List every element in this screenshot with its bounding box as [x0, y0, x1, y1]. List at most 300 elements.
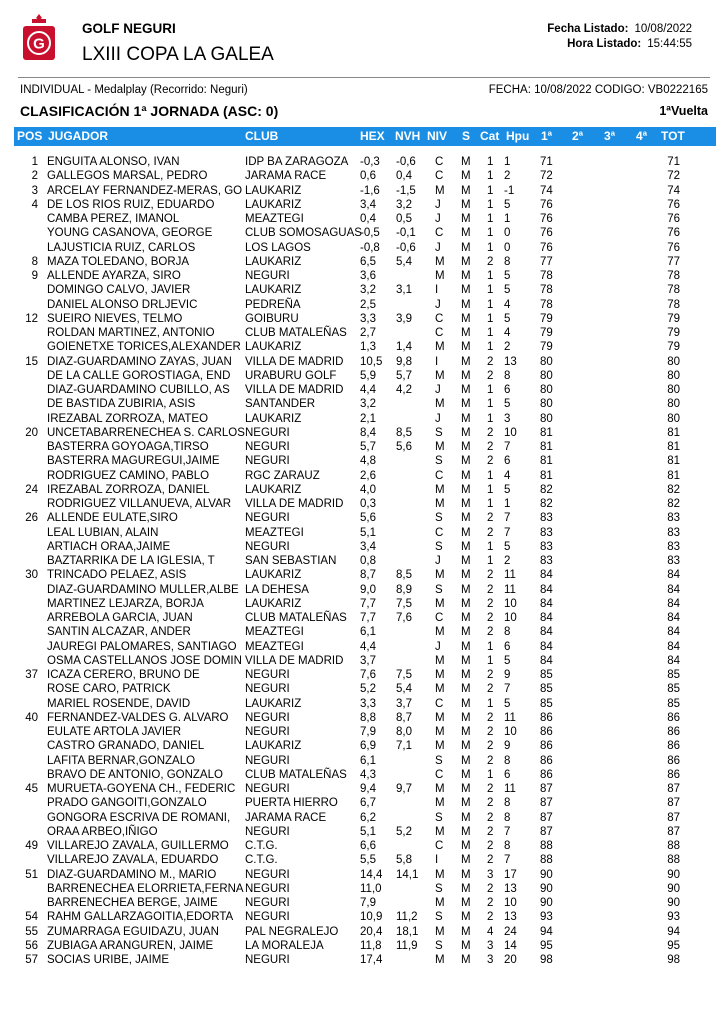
cell-pos: 45 [25, 783, 38, 795]
cell-sex: M [461, 897, 471, 909]
cell-pos: 26 [25, 512, 38, 525]
cell-cat: 3 [487, 954, 494, 966]
col-header-hpu: Hpu [506, 129, 530, 143]
cell-hex: 3,7 [360, 654, 376, 667]
cell-hex: 20,4 [360, 925, 383, 938]
cell-total: 81 [667, 426, 680, 439]
cell-cat: 2 [487, 754, 494, 767]
table-row [0, 255, 728, 269]
cell-cat: 1 [487, 298, 494, 311]
cell-round1: 87 [540, 783, 553, 795]
cell-player-name: GOIENETXE TORICES,ALEXANDER [47, 341, 241, 354]
cell-player-name: OSMA CASTELLANOS JOSE DOMIN [47, 654, 242, 667]
cell-total: 82 [667, 483, 680, 496]
cell-niv: J [435, 640, 441, 653]
cell-pos: 8 [31, 255, 38, 268]
table-row [0, 226, 728, 240]
cell-total: 85 [667, 697, 680, 710]
cell-sex: M [461, 854, 471, 867]
cell-pos: 2 [31, 170, 38, 183]
cell-hpu: 8 [504, 255, 511, 268]
cell-player-name: DIAZ-GUARDAMINO MULLER,ALBE [47, 583, 239, 596]
cell-sex: M [461, 868, 471, 881]
table-row [0, 853, 728, 867]
cell-hex: 3,4 [360, 540, 376, 553]
cell-sex: M [461, 911, 471, 924]
cell-sex: M [461, 213, 471, 225]
cell-club: SANTANDER [245, 398, 316, 411]
cell-total: 81 [667, 469, 680, 482]
cell-cat: 1 [487, 156, 494, 168]
cell-total: 83 [667, 540, 680, 553]
cell-cat: 1 [487, 412, 494, 425]
cell-club: SAN SEBASTIAN [245, 555, 337, 567]
cell-sex: M [461, 156, 471, 168]
cell-total: 84 [667, 597, 680, 610]
cell-round1: 83 [540, 555, 553, 567]
cell-club: NEGURI [245, 868, 290, 881]
cell-nvh: 7,6 [396, 612, 412, 624]
cell-pos: 40 [25, 711, 38, 724]
listing-meta [547, 22, 692, 52]
cell-total: 79 [667, 327, 680, 339]
cell-cat: 1 [487, 241, 494, 254]
cell-player-name: DANIEL ALONSO DRLJEVIC [47, 298, 198, 311]
cell-total: 87 [667, 797, 680, 810]
cell-player-name: ZUBIAGA ARANGUREN, JAIME [47, 939, 214, 952]
cell-player-name: DE LOS RIOS RUIZ, EDUARDO [47, 198, 215, 211]
cell-sex: M [461, 640, 471, 653]
cell-pos: 12 [25, 312, 38, 325]
cell-total: 80 [667, 398, 680, 411]
col-header-pos: POS [17, 129, 43, 143]
cell-sex: M [461, 569, 471, 582]
cell-niv: S [435, 426, 443, 439]
table-row [0, 383, 728, 397]
cell-nvh: 11,2 [396, 911, 418, 924]
cell-hpu: 8 [504, 369, 511, 382]
col-header-club: CLUB [245, 129, 279, 143]
cell-hex: 2,6 [360, 469, 376, 482]
cell-cat: 3 [487, 939, 494, 952]
table-row [0, 668, 728, 682]
cell-hex: 4,8 [360, 455, 376, 468]
cell-round1: 84 [540, 597, 553, 610]
cell-hpu: 2 [504, 341, 511, 354]
cell-nvh: 0,4 [396, 170, 412, 183]
cell-total: 76 [667, 198, 680, 211]
cell-club: CLUB SOMOSAGUAS [245, 227, 362, 240]
cell-cat: 1 [487, 227, 494, 240]
cell-sex: M [461, 312, 471, 325]
cell-niv: J [435, 412, 441, 425]
cell-cat: 1 [487, 483, 494, 496]
cell-round1: 86 [540, 754, 553, 767]
cell-player-name: MAZA TOLEDANO, BORJA [47, 255, 190, 268]
table-row [0, 554, 728, 568]
cell-nvh: 4,2 [396, 384, 412, 396]
cell-hex: 2,7 [360, 327, 376, 339]
cell-niv: M [435, 868, 445, 881]
cell-total: 87 [667, 783, 680, 795]
cell-niv: S [435, 882, 443, 895]
cell-niv: C [435, 526, 444, 539]
cell-sex: M [461, 498, 471, 510]
cell-hex: 10,5 [360, 355, 383, 368]
cell-niv: S [435, 455, 443, 468]
cell-nvh: 7,5 [396, 597, 412, 610]
cell-hpu: 10 [504, 426, 517, 439]
cell-niv: I [435, 355, 439, 368]
cell-hex: 4,4 [360, 640, 376, 653]
cell-pos: 30 [25, 569, 38, 582]
cell-total: 80 [667, 412, 680, 425]
cell-round1: 80 [540, 369, 553, 382]
competition-date-code: FECHA: 10/08/2022 CODIGO: VB0222165 [488, 84, 708, 96]
cell-cat: 1 [487, 284, 494, 297]
cell-hex: -1,6 [360, 184, 380, 197]
cell-total: 84 [667, 569, 680, 582]
cell-total: 72 [667, 170, 680, 183]
table-row [0, 198, 728, 212]
cell-hpu: 1 [504, 156, 511, 168]
table-row [0, 896, 728, 910]
cell-player-name: PRADO GANGOITI,GONZALO [47, 797, 207, 810]
cell-sex: M [461, 768, 471, 781]
cell-round1: 90 [540, 868, 553, 881]
cell-cat: 2 [487, 441, 494, 453]
cell-nvh: 3,1 [396, 284, 412, 297]
cell-cat: 2 [487, 669, 494, 681]
cell-round1: 84 [540, 640, 553, 653]
cell-player-name: CASTRO GRANADO, DANIEL [47, 740, 205, 753]
cell-total: 83 [667, 512, 680, 525]
cell-sex: M [461, 626, 471, 639]
cell-player-name: BARRENECHEA ELORRIETA,FERNA [47, 882, 244, 895]
cell-sex: M [461, 683, 471, 696]
table-header [14, 127, 716, 146]
cell-nvh: 11,9 [396, 939, 418, 952]
cell-cat: 2 [487, 526, 494, 539]
table-row [0, 882, 728, 896]
cell-total: 81 [667, 455, 680, 468]
cell-sex: M [461, 284, 471, 297]
cell-club: MEAZTEGI [245, 526, 304, 539]
table-row [0, 725, 728, 739]
cell-niv: C [435, 170, 444, 183]
cell-sex: M [461, 384, 471, 396]
cell-total: 78 [667, 270, 680, 282]
cell-club: LAUKARIZ [245, 198, 302, 211]
cell-hex: 2,5 [360, 298, 376, 311]
cell-club: PUERTA HIERRO [245, 797, 338, 810]
cell-niv: M [435, 711, 445, 724]
cell-niv: C [435, 327, 444, 339]
cell-hex: 0,6 [360, 170, 376, 183]
cell-club: GOIBURU [245, 312, 299, 325]
cell-cat: 2 [487, 455, 494, 468]
cell-sex: M [461, 227, 471, 240]
cell-player-name: LEAL LUBIAN, ALAIN [47, 526, 159, 539]
cell-sex: M [461, 754, 471, 767]
col-header-round3: 3ª [604, 129, 616, 143]
cell-cat: 1 [487, 170, 494, 183]
cell-round1: 80 [540, 398, 553, 411]
cell-cat: 1 [487, 640, 494, 653]
cell-player-name: RAHM GALLARZAGOITIA,EDORTA [47, 911, 234, 924]
cell-hpu: 5 [504, 270, 511, 282]
cell-player-name: SANTIN ALCAZAR, ANDER [47, 626, 191, 639]
cell-pos: 57 [25, 954, 38, 966]
cell-club: C.T.G. [245, 854, 278, 867]
table-row [0, 682, 728, 696]
cell-club: URABURU GOLF [245, 369, 337, 382]
cell-round1: 79 [540, 341, 553, 354]
cell-hpu: 7 [504, 854, 511, 867]
cell-total: 80 [667, 384, 680, 396]
cell-hex: 5,1 [360, 825, 376, 838]
cell-player-name: DIAZ-GUARDAMINO CUBILLO, AS [47, 384, 230, 396]
cell-hpu: 13 [504, 355, 517, 368]
cell-hpu: 11 [504, 711, 516, 724]
cell-player-name: DIAZ-GUARDAMINO ZAYAS, JUAN [47, 355, 232, 368]
cell-hpu: 10 [504, 612, 517, 624]
cell-sex: M [461, 797, 471, 810]
cell-hex: 3,4 [360, 198, 376, 211]
cell-hpu: 8 [504, 840, 511, 852]
cell-club: NEGURI [245, 954, 290, 966]
cell-niv: I [435, 854, 439, 867]
cell-hex: 6,7 [360, 797, 376, 810]
cell-club: NEGURI [245, 683, 290, 696]
cell-niv: M [435, 897, 445, 909]
cell-club: LAUKARIZ [245, 341, 302, 354]
results-table [0, 155, 728, 967]
cell-sex: M [461, 697, 471, 710]
cell-player-name: YOUNG CASANOVA, GEORGE [47, 227, 213, 240]
hora-listado-value: 15:44:55 [647, 38, 692, 50]
cell-hpu: 0 [504, 241, 511, 254]
cell-cat: 4 [487, 925, 494, 938]
cell-round1: 76 [540, 227, 553, 240]
cell-player-name: GALLEGOS MARSAL, PEDRO [47, 170, 208, 183]
col-header-nvh: NVH [395, 129, 421, 143]
cell-nvh: 8,5 [396, 569, 412, 582]
cell-total: 83 [667, 526, 680, 539]
cell-cat: 2 [487, 854, 494, 867]
cell-club: NEGURI [245, 441, 290, 453]
cell-niv: M [435, 740, 445, 753]
cell-hpu: 9 [504, 740, 511, 753]
cell-niv: C [435, 840, 444, 852]
cell-total: 93 [667, 911, 680, 924]
cell-player-name: ZUMARRAGA EGUIDAZU, JUAN [47, 925, 219, 938]
cell-cat: 1 [487, 270, 494, 282]
cell-round1: 76 [540, 241, 553, 254]
cell-hpu: 9 [504, 669, 511, 681]
cell-club: LAUKARIZ [245, 697, 302, 710]
cell-total: 76 [667, 241, 680, 254]
cell-total: 86 [667, 754, 680, 767]
col-header-cat: Cat [480, 129, 500, 143]
cell-hex: 8,7 [360, 569, 376, 582]
cell-round1: 80 [540, 384, 553, 396]
cell-niv: S [435, 911, 443, 924]
cell-cat: 2 [487, 369, 494, 382]
cell-club: VILLA DE MADRID [245, 498, 344, 510]
cell-hpu: 1 [504, 213, 511, 225]
cell-hpu: 3 [504, 412, 511, 425]
cell-round1: 81 [540, 455, 553, 468]
cell-player-name: JAUREGI PALOMARES, SANTIAGO [47, 640, 237, 653]
cell-cat: 2 [487, 911, 494, 924]
logo-letter: G [33, 35, 45, 53]
cell-pos: 51 [25, 868, 38, 881]
cell-pos: 49 [25, 840, 38, 852]
cell-sex: M [461, 412, 471, 425]
cell-hex: 6,5 [360, 255, 376, 268]
cell-hex: 1,3 [360, 341, 376, 354]
section-title: CLASIFICACIÓN 1ª JORNADA (ASC: 0) [20, 103, 279, 119]
cell-sex: M [461, 939, 471, 952]
cell-hex: 3,3 [360, 312, 376, 325]
cell-pos: 56 [25, 939, 38, 952]
cell-round1: 77 [540, 255, 553, 268]
cell-cat: 1 [487, 540, 494, 553]
cell-sex: M [461, 654, 471, 667]
cell-player-name: ROLDAN MARTINEZ, ANTONIO [47, 327, 215, 339]
cell-hpu: 2 [504, 555, 511, 567]
cell-hpu: 5 [504, 483, 511, 496]
cell-club: NEGURI [245, 455, 290, 468]
cell-total: 88 [667, 840, 680, 852]
cell-club: MEAZTEGI [245, 626, 304, 639]
cell-round1: 85 [540, 697, 553, 710]
cell-player-name: MARIEL ROSENDE, DAVID [47, 697, 191, 710]
cell-hex: 7,6 [360, 669, 376, 681]
cell-cat: 1 [487, 198, 494, 211]
cell-cat: 1 [487, 341, 494, 354]
cell-cat: 2 [487, 840, 494, 852]
cell-total: 81 [667, 441, 680, 453]
table-row [0, 241, 728, 255]
cell-round1: 86 [540, 726, 553, 738]
cell-player-name: IREZABAL ZORROZA, DANIEL [47, 483, 210, 496]
cell-club: MEAZTEGI [245, 640, 304, 653]
cell-hpu: 8 [504, 754, 511, 767]
cell-hpu: 7 [504, 441, 511, 453]
col-header-jugador: JUGADOR [48, 129, 109, 143]
cell-hpu: 7 [504, 683, 511, 696]
cell-cat: 2 [487, 583, 494, 596]
cell-niv: J [435, 555, 441, 567]
table-row [0, 269, 728, 283]
cell-player-name: ALLENDE EULATE,SIRO [47, 512, 178, 525]
cell-sex: M [461, 612, 471, 624]
cell-hex: 9,0 [360, 583, 376, 596]
round-label: 1ªVuelta [659, 104, 708, 118]
table-row [0, 469, 728, 483]
cell-hpu: 1 [504, 498, 511, 510]
table-row [0, 625, 728, 639]
cell-cat: 2 [487, 811, 494, 824]
cell-hex: 11,0 [360, 882, 382, 895]
cell-sex: M [461, 925, 471, 938]
cell-total: 83 [667, 555, 680, 567]
cell-total: 95 [667, 939, 680, 952]
table-row [0, 925, 728, 939]
cell-niv: M [435, 954, 445, 966]
table-row [0, 910, 728, 924]
table-row [0, 526, 728, 540]
cell-total: 71 [667, 156, 680, 168]
cell-nvh: 3,9 [396, 312, 412, 325]
cell-player-name: ICAZA CERERO, BRUNO DE [47, 669, 200, 681]
cell-club: VILLA DE MADRID [245, 654, 344, 667]
cell-hex: -0,5 [360, 227, 380, 240]
cell-niv: I [435, 284, 439, 297]
cell-round1: 85 [540, 669, 553, 681]
cell-round1: 84 [540, 612, 553, 624]
cell-player-name: ARTIACH ORAA,JAIME [47, 540, 171, 553]
cell-cat: 1 [487, 654, 494, 667]
cell-player-name: EULATE ARTOLA JAVIER [47, 726, 182, 738]
cell-hpu: 6 [504, 640, 511, 653]
cell-club: LAUKARIZ [245, 483, 302, 496]
cell-hpu: 11 [504, 583, 516, 596]
cell-hpu: 5 [504, 540, 511, 553]
cell-niv: M [435, 626, 445, 639]
cell-club: NEGURI [245, 754, 290, 767]
cell-club: JARAMA RACE [245, 811, 327, 824]
cell-player-name: DE LA CALLE GOROSTIAGA, END [47, 369, 231, 382]
table-row [0, 711, 728, 725]
cell-player-name: TRINCADO PELAEZ, ASIS [47, 569, 187, 582]
cell-hpu: 5 [504, 654, 511, 667]
cell-club: NEGURI [245, 911, 290, 924]
cell-niv: S [435, 811, 443, 824]
cell-round1: 87 [540, 825, 553, 838]
cell-hpu: 5 [504, 284, 511, 297]
cell-club: RGC ZARAUZ [245, 469, 320, 482]
cell-hex: 10,9 [360, 911, 383, 924]
cell-sex: M [461, 241, 471, 254]
cell-cat: 1 [487, 327, 494, 339]
table-row [0, 397, 728, 411]
cell-nvh: 5,6 [396, 441, 412, 453]
cell-niv: M [435, 683, 445, 696]
cell-club: CLUB MATALEÑAS [245, 768, 347, 781]
cell-hex: 7,7 [360, 597, 376, 610]
cell-hex: 3,2 [360, 284, 376, 297]
cell-niv: M [435, 925, 445, 938]
cell-hpu: 10 [504, 897, 517, 909]
cell-player-name: GONGORA ESCRIVA DE ROMANI, [47, 811, 231, 824]
cell-sex: M [461, 740, 471, 753]
cell-sex: M [461, 441, 471, 453]
cell-player-name: LAJUSTICIA RUIZ, CARLOS [47, 241, 196, 254]
cell-niv: M [435, 597, 445, 610]
cell-total: 86 [667, 711, 680, 724]
table-row [0, 868, 728, 882]
cell-club: LAUKARIZ [245, 597, 302, 610]
cell-hex: 11,8 [360, 939, 382, 952]
cell-total: 86 [667, 726, 680, 738]
cell-total: 98 [667, 954, 680, 966]
cup-name: LXIII COPA LA GALEA [82, 44, 274, 65]
cell-round1: 86 [540, 711, 553, 724]
cell-round1: 82 [540, 498, 553, 510]
